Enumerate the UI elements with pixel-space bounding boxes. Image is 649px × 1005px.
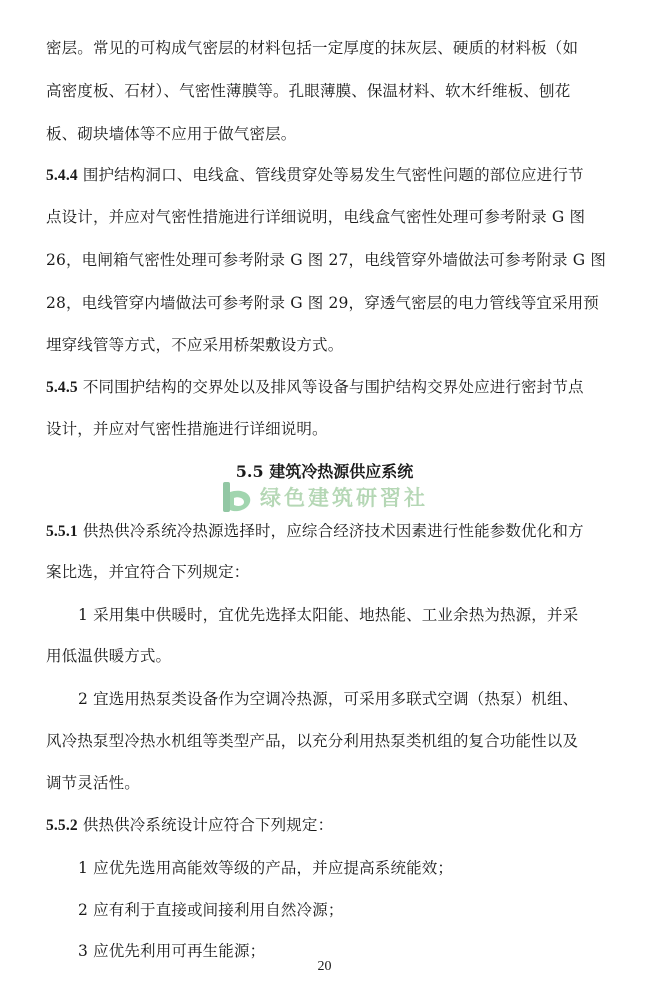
watermark (220, 480, 428, 514)
paragraph-line: 设计，并应对气密性措施进行详细说明。 (46, 420, 328, 438)
paragraph-line: 用低温供暖方式。 (46, 647, 172, 665)
list-item: 1 采用集中供暖时，宜优先选择太阳能、地热能、工业余热为热源，并采 (78, 606, 579, 624)
clause-number: 5.5.2 (46, 817, 78, 834)
list-item: 2 应有利于直接或间接利用自然冷源； (78, 901, 344, 919)
page-number: 20 (317, 959, 332, 974)
paragraph-line: 风冷热泵型冷热水机组等类型产品，以充分利用热泵类机组的复合功能性以及 (46, 732, 579, 750)
paragraph-line: 28，电线管穿内墙做法可参考附录 G 图 29，穿透气密层的电力管线等宜采用预 (46, 294, 599, 312)
list-item: 3 应优先利用可再生能源； (78, 942, 266, 960)
clause-number: 5.4.5 (46, 379, 78, 396)
leaf-b-logo-icon (220, 480, 254, 514)
clause-5-5-1-first-line (46, 520, 584, 543)
paragraph-line: 板、砌块墙体等不应用于做气密层。 (46, 125, 297, 143)
clause-text: 供热供冷系统设计应符合下列规定： (77, 816, 334, 834)
paragraph-line: 点设计，并应对气密性措施进行详细说明，电线盒气密性处理可参考附录 G 图 (46, 208, 586, 226)
list-item: 1 应优先选用高能效等级的产品，并应提高系统能效； (78, 859, 454, 877)
clause-5-4-4-first-line (46, 164, 584, 187)
paragraph-line: 案比选，并宜符合下列规定： (46, 563, 250, 581)
paragraph-line: 高密度板、石材）、气密性薄膜等。孔眼薄膜、保温材料、软木纤维板、刨花 (46, 82, 571, 100)
list-item: 2 宜选用热泵类设备作为空调冷热源，可采用多联式空调（热泵）机组、 (78, 690, 579, 708)
clause-number: 5.5.1 (46, 523, 78, 540)
clause-text: 围护结构洞口、电线盒、管线贯穿处等易发生气密性问题的部位应进行节 (77, 166, 584, 184)
paragraph-line: 26，电闸箱气密性处理可参考附录 G 图 27，电线管穿外墙做法可参考附录 G 图 (46, 251, 606, 269)
paragraph-line: 调节灵活性。 (46, 774, 140, 792)
clause-5-5-2-first-line (46, 814, 333, 837)
clause-number: 5.4.4 (46, 167, 78, 184)
clause-5-4-5-first-line (46, 376, 584, 399)
clause-text: 供热供冷系统冷热源选择时，应综合经济技术因素进行性能参数优化和方 (77, 522, 584, 540)
paragraph-line: 埋穿线管等方式，不应采用桥架敷设方式。 (46, 336, 344, 354)
section-heading: 5.5 建筑冷热源供应系统 (235, 462, 414, 481)
watermark-text: 绿色建筑研習社 (260, 486, 428, 510)
paragraph-line: 密层。常见的可构成气密层的材料包括一定厚度的抹灰层、硬质的材料板（如 (46, 39, 579, 57)
clause-text: 不同围护结构的交界处以及排风等设备与围护结构交界处应进行密封节点 (77, 378, 584, 396)
